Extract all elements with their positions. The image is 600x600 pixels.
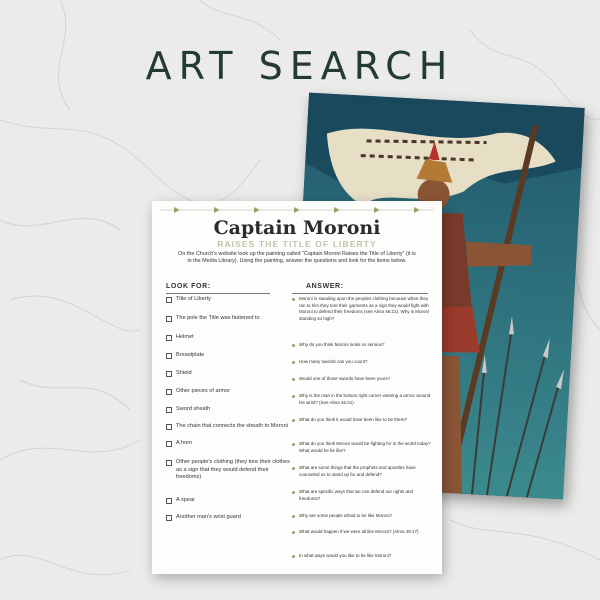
worksheet-subtitle: RAISES THE TITLE OF LIBERTY: [217, 239, 377, 249]
bullet-icon: [292, 298, 295, 301]
bullet-icon: [292, 515, 295, 518]
answer-underline: [292, 293, 428, 294]
checkbox[interactable]: [166, 424, 172, 430]
worksheet: Captain Moroni RAISES THE TITLE OF LIBERTY On the Church's website look up the painting called "Captain Moroni Raises the Title of Liberty" (it is in the Media Library). Using the painting, answer the questions and look for the items below. LOOK FOR: ANSWER: Title of Liberty The pole the Title was fastened to Helmet Breastplate Shield Other pieces of armor Sword sheath The chain that connects the sheath to Moroni A horn Other people's clothing (they tore their clothes as a sign that they would defend their freedoms) A spear Another man's wrist guard Moroni is standing upon the peoples clothing because when they ran to him they tore their garments as a sign they would fight with Moroni to defend their freedoms (see Alma 46:21). Why is Moroni standing so high? Why do you think Moroni looks so serious? How many swords can you count? Would one of those swords have been yours? Why is the man in the bottom right corner wearing a armor around his wrist? (See Alma 46:21) What do you think it would have been like to be there? What do you think Moroni would be fighting for in the world today? What would he be like? What are some things that the prophets and apostles have counseled us to stand up for and defend? What are specific ways that we can defend our rights and freedoms? Why are some people afraid to be like Moroni? What would happen if we were all like Moroni? (Alma 48:17) In what ways would you like to be like Moroni?: [152, 201, 442, 574]
checkbox[interactable]: [166, 297, 172, 303]
checkbox[interactable]: [166, 460, 172, 466]
checkbox[interactable]: [166, 353, 172, 359]
bullet-icon: [292, 361, 295, 364]
checkbox[interactable]: [166, 498, 172, 504]
bullet-icon: [292, 419, 295, 422]
checkbox[interactable]: [166, 316, 172, 322]
arrow-border-decoration: [160, 206, 434, 214]
bullet-icon: [292, 395, 295, 398]
worksheet-instructions: On the Church's website look up the painting called "Captain Moroni Raises the Title of Liberty" (it is in the Media Library). Using the painting, answer the questions and look for the items below.: [178, 251, 416, 264]
page-headline: ART SEARCH: [145, 44, 455, 88]
bullet-icon: [292, 443, 295, 446]
checkbox[interactable]: [166, 515, 172, 521]
worksheet-title: Captain Moroni: [213, 217, 381, 239]
checkbox[interactable]: [166, 389, 172, 395]
checkbox[interactable]: [166, 441, 172, 447]
checkbox[interactable]: [166, 335, 172, 341]
look-for-underline: [166, 293, 270, 294]
look-for-header: LOOK FOR:: [166, 283, 211, 290]
bullet-icon: [292, 378, 295, 381]
bullet-icon: [292, 467, 295, 470]
bullet-icon: [292, 344, 295, 347]
checkbox[interactable]: [166, 371, 172, 377]
bullet-icon: [292, 531, 295, 534]
checkbox[interactable]: [166, 407, 172, 413]
bullet-icon: [292, 555, 295, 558]
bullet-icon: [292, 491, 295, 494]
answer-header: ANSWER:: [306, 283, 344, 290]
